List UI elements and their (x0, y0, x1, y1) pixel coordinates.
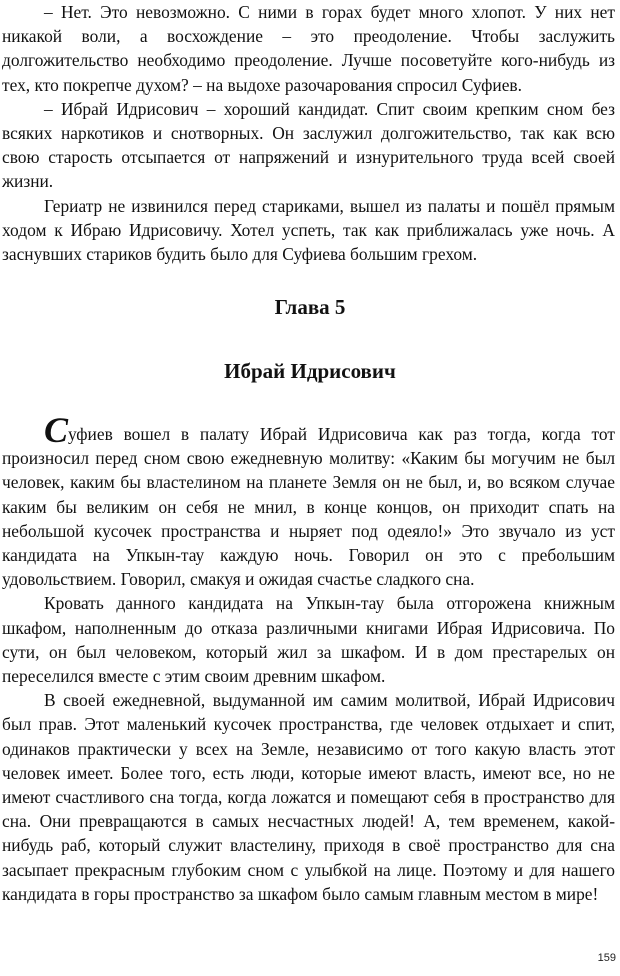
chapter-label: Глава 5 (274, 295, 346, 319)
paragraph: – Ибрай Идрисович – хороший кандидат. Спит своим крепким сном без всяких наркотиков и снотворных. Он заслужил долгожительство, так как всю свою старость отсыпается от напряжений и изнурительного труда всей своей жизни. (2, 98, 615, 192)
paragraph: Кровать данного кандидата на Упкын-тау была отгорожена книжным шкафом, наполненным до отказа различными книгами Ибрая Идрисовича. По сути, он был человеком, который жил за шкафом. И в дом престарелых он переселился вместе с этим своим древним шкафом. (2, 593, 615, 687)
page-number: 159 (597, 952, 616, 964)
drop-cap: С (44, 410, 69, 450)
chapter-title: Ибрай Идрисович (224, 359, 396, 383)
paragraph: В своей ежедневной, выдуманной им самим молитвой, Ибрай Идрисович был прав. Этот маленький кусочек пространства, где человек отдыхает и спит, одинаков практически у всех на Земле, независимо от того какую власть этот человек имеет. Более того, есть люди, которые имеют власть, имеют все, но не имеют счастливого сна тогда, когда ложатся и помещают себя в пространство для сна. Они превращаются в самых несчастных людей! А, тем временем, какой-нибудь раб, который служит властелину, приходя в своё пространство для сна засыпает прекрасным глубоким сном с улыбкой на лице. Поэтому и для нашего кандидата в горы пространство за шкафом было самым главным местом в мире! (2, 690, 615, 904)
paragraph-opening-text: уфиев вошел в палату Ибрай Идрисовича как раз тогда, когда тот произносил перед сном свою ежедневную молитву: «Каким бы могучим не был человек, каким бы властелином на планете Земля он не был, и, во всяком случае каким бы великим он себя не мнил, в конце концов, он приходит спать на небольшой кусочек пространства и ныряет под одеяло!» Это звучало из уст кандидата на Упкын-тау каждую ночь. Говорил он это с пребольшим удовольствием. Говорил, смакуя и ожидая счастье сладкого сна. (2, 424, 615, 590)
paragraph: Гериатр не извинился перед стариками, вышел из палаты и пошёл прямым ходом к Ибраю Идрисовичу. Хотел успеть, так как приближалась уже ночь. А заснувших стариков будить было для Суфиева большим грехом. (2, 195, 615, 265)
paragraph: – Нет. Это невозможно. С ними в горах будет много хлопот. У них нет никакой воли, а восхождение – это преодоление. Чтобы заслужить долгожительство необходимо преодоление. Лучше посоветуйте кого-нибудь из тех, кто покрепче духом? – на выдохе разочарования спросил Суфиев. (2, 2, 615, 95)
paragraph-opening (2, 410, 615, 591)
text-block-top (2, 0, 615, 266)
text-block-chapter (2, 410, 615, 906)
